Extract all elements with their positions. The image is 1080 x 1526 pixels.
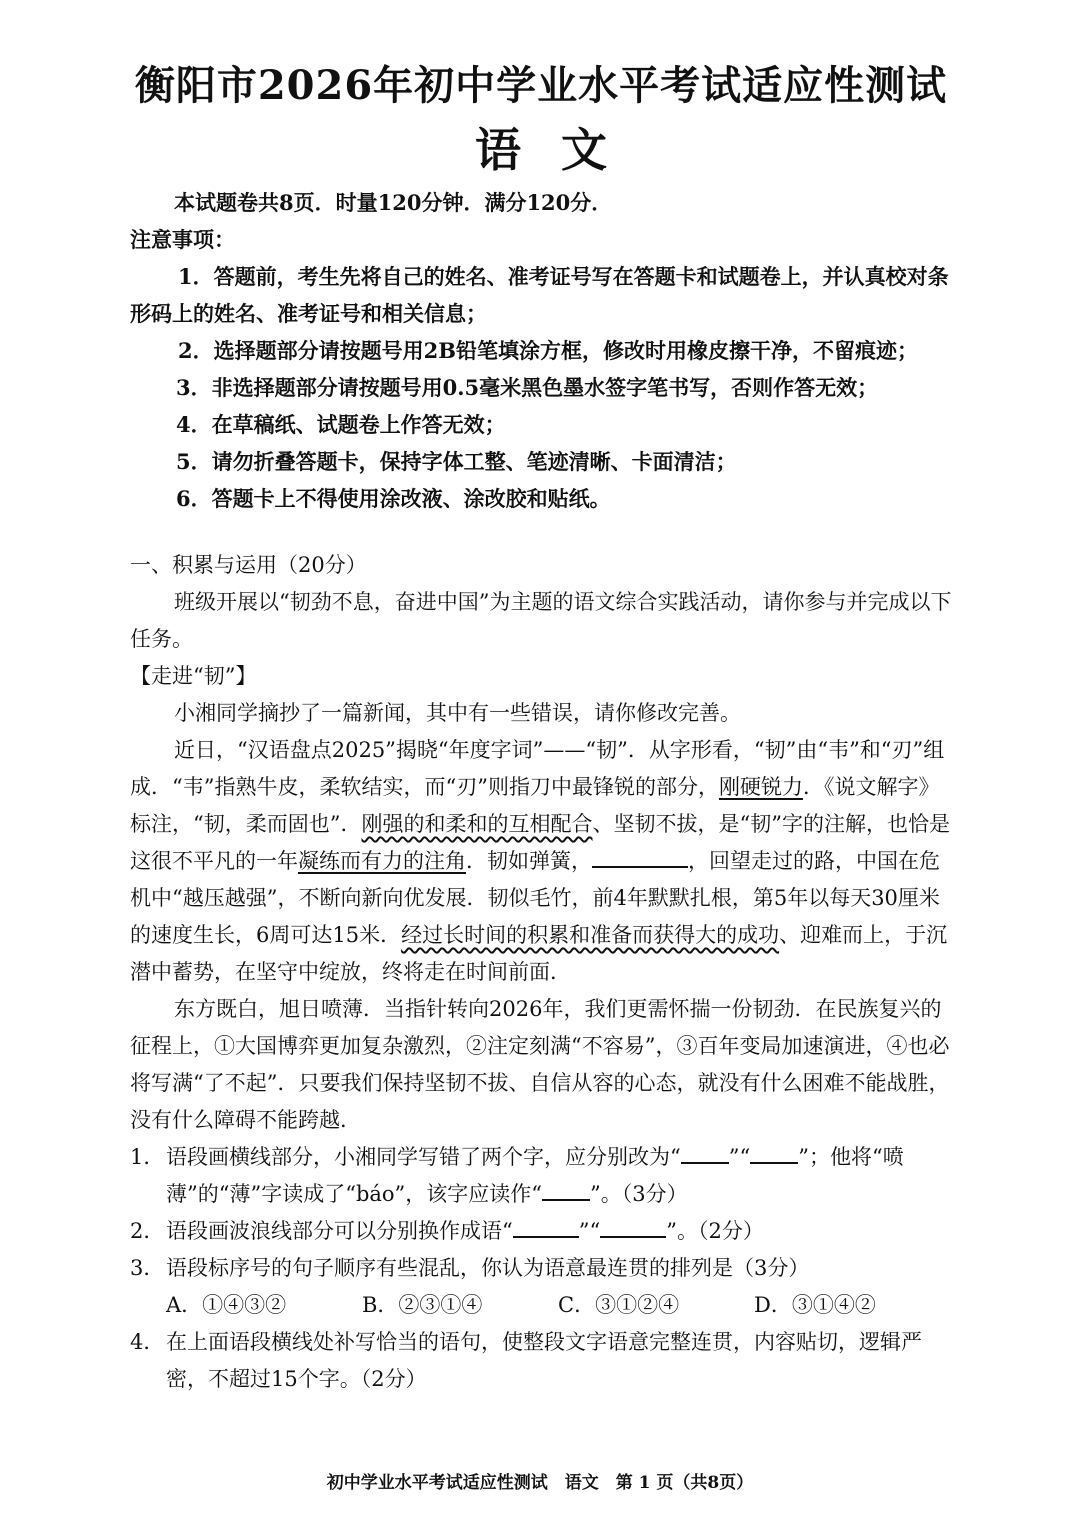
exam-title: 衡阳市2026年初中学业水平考试适应性测试 bbox=[134, 62, 948, 109]
q3-option-b[interactable]: B．②③①④ bbox=[362, 1293, 483, 1317]
notes-heading: 注意事项： bbox=[130, 227, 235, 252]
note-item-2: 2．选择题部分请按题号用2B铅笔填涂方框，修改时用橡皮擦干净，不留痕迹； bbox=[178, 338, 918, 363]
q1-blank-2[interactable] bbox=[750, 1144, 798, 1164]
q3-option-d[interactable]: D．③①④② bbox=[754, 1293, 876, 1317]
note-item-5: 5．请勿折叠答题卡，保持字体工整、笔迹清晰、卡面清洁； bbox=[176, 449, 737, 474]
news-paragraph-2: 东方既白，旭日喷薄．当指针转向2026年，我们更需怀揣一份韧劲．在民族复兴的征程上，①大国博弈更加复杂激烈，②注定刻满“不容易”，③百年变局加速演进，④也必将写满“了不起”．只要我们保持坚韧不拔、自信从容的心态，就没有什么困难不能战胜，没有什么障碍不能跨越． bbox=[130, 997, 950, 1132]
note-item-4: 4．在草稿纸、试题卷上作答无效； bbox=[176, 412, 506, 437]
task-title: 【走进“韧”】 bbox=[130, 664, 257, 688]
note-item-3: 3．非选择题部分请按题号用0.5毫米黑色墨水签字笔书写，否则作答无效； bbox=[176, 375, 879, 400]
question-4: 4． 在上面语段横线处补写恰当的语句，使整段文字语意完整连贯，内容贴切，逻辑严密，不超过15个字。（2分） bbox=[130, 1330, 922, 1391]
question-1: 1． 语段画横线部分，小湘同学写错了两个字，应分别改为“ ”“ ”；他将“喷薄”的“薄”字读成了“báo”，该字应读作“ ”。（3分） bbox=[130, 1145, 904, 1206]
q2-blank-1[interactable] bbox=[513, 1218, 579, 1238]
page-footer: 初中学业水平考试适应性测试 语文 第 1 页（共8页） bbox=[326, 1473, 754, 1493]
question-2: 2． 语段画波浪线部分可以分别换作成语“ ”“ ”。（2分） bbox=[130, 1219, 764, 1243]
wavy-phrase-1: 刚强的和柔和的互相配合 bbox=[361, 812, 593, 836]
q3-option-a[interactable]: A．①④③② bbox=[166, 1293, 287, 1317]
underlined-phrase-1: 刚硬锐力 bbox=[718, 775, 803, 799]
section-heading: 一、积累与运用（20分） bbox=[130, 553, 367, 577]
wavy-phrase-2: 经过长时间的积累和准备而获得大的成功 bbox=[401, 923, 780, 947]
q3-options bbox=[130, 1287, 952, 1324]
q1-blank-1[interactable] bbox=[681, 1144, 729, 1164]
section-intro: 班级开展以“韧劲不息，奋进中国”为主题的语文综合实践活动，请你参与并完成以下任务。 bbox=[130, 590, 952, 651]
exam-meta: 本试题卷共8页．时量120分钟．满分120分． bbox=[174, 190, 613, 215]
note-item-6: 6．答题卡上不得使用涂改液、涂改胶和贴纸。 bbox=[176, 486, 611, 511]
underlined-phrase-2: 凝练而有力的注角 bbox=[298, 849, 466, 873]
note-item-1: 1．答题前，考生先将自己的姓名、准考证号写在答题卡和试题卷上，并认真校对条形码上的姓名、准考证号和相关信息； bbox=[130, 264, 949, 326]
task-intro: 小湘同学摘抄了一篇新闻，其中有一些错误，请你修改完善。 bbox=[174, 701, 741, 725]
fill-blank-sentence[interactable] bbox=[592, 848, 688, 868]
q3-option-c[interactable]: C．③①②④ bbox=[558, 1293, 680, 1317]
q2-blank-2[interactable] bbox=[600, 1218, 666, 1238]
question-3: 3． 语段标序号的句子顺序有些混乱，你认为语意最连贯的排列是（3分） bbox=[130, 1256, 810, 1280]
q1-blank-3[interactable] bbox=[542, 1181, 590, 1201]
subject-title: 语文 bbox=[475, 123, 647, 177]
news-paragraph-1: 近日，“汉语盘点2025”揭晓“年度字词”——“韧”．从字形看，“韧”由“韦”和“刃”组成．“韦”指熟牛皮，柔软结实，而“刃”则指刀中最锋锐的部分，刚硬锐力．《说文解字》标注，“韧，柔而固也”．刚强的和柔和的互相配合、坚韧不拔，是“韧”字的注解，也恰是这很不平凡的一年凝练而有力的注角．韧如弹簧， ，回望走过的路，中国在危机中“越压越强”，不断向新向优发展．韧似毛竹，前4年默默扎根，第5年以每天30厘米的速度生长，6周可达15米．经过长时间的积累和准备而获得大的成功、迎难而上，于沉潜中蓄势，在坚守中绽放，终将走在时间前面． bbox=[130, 738, 950, 984]
